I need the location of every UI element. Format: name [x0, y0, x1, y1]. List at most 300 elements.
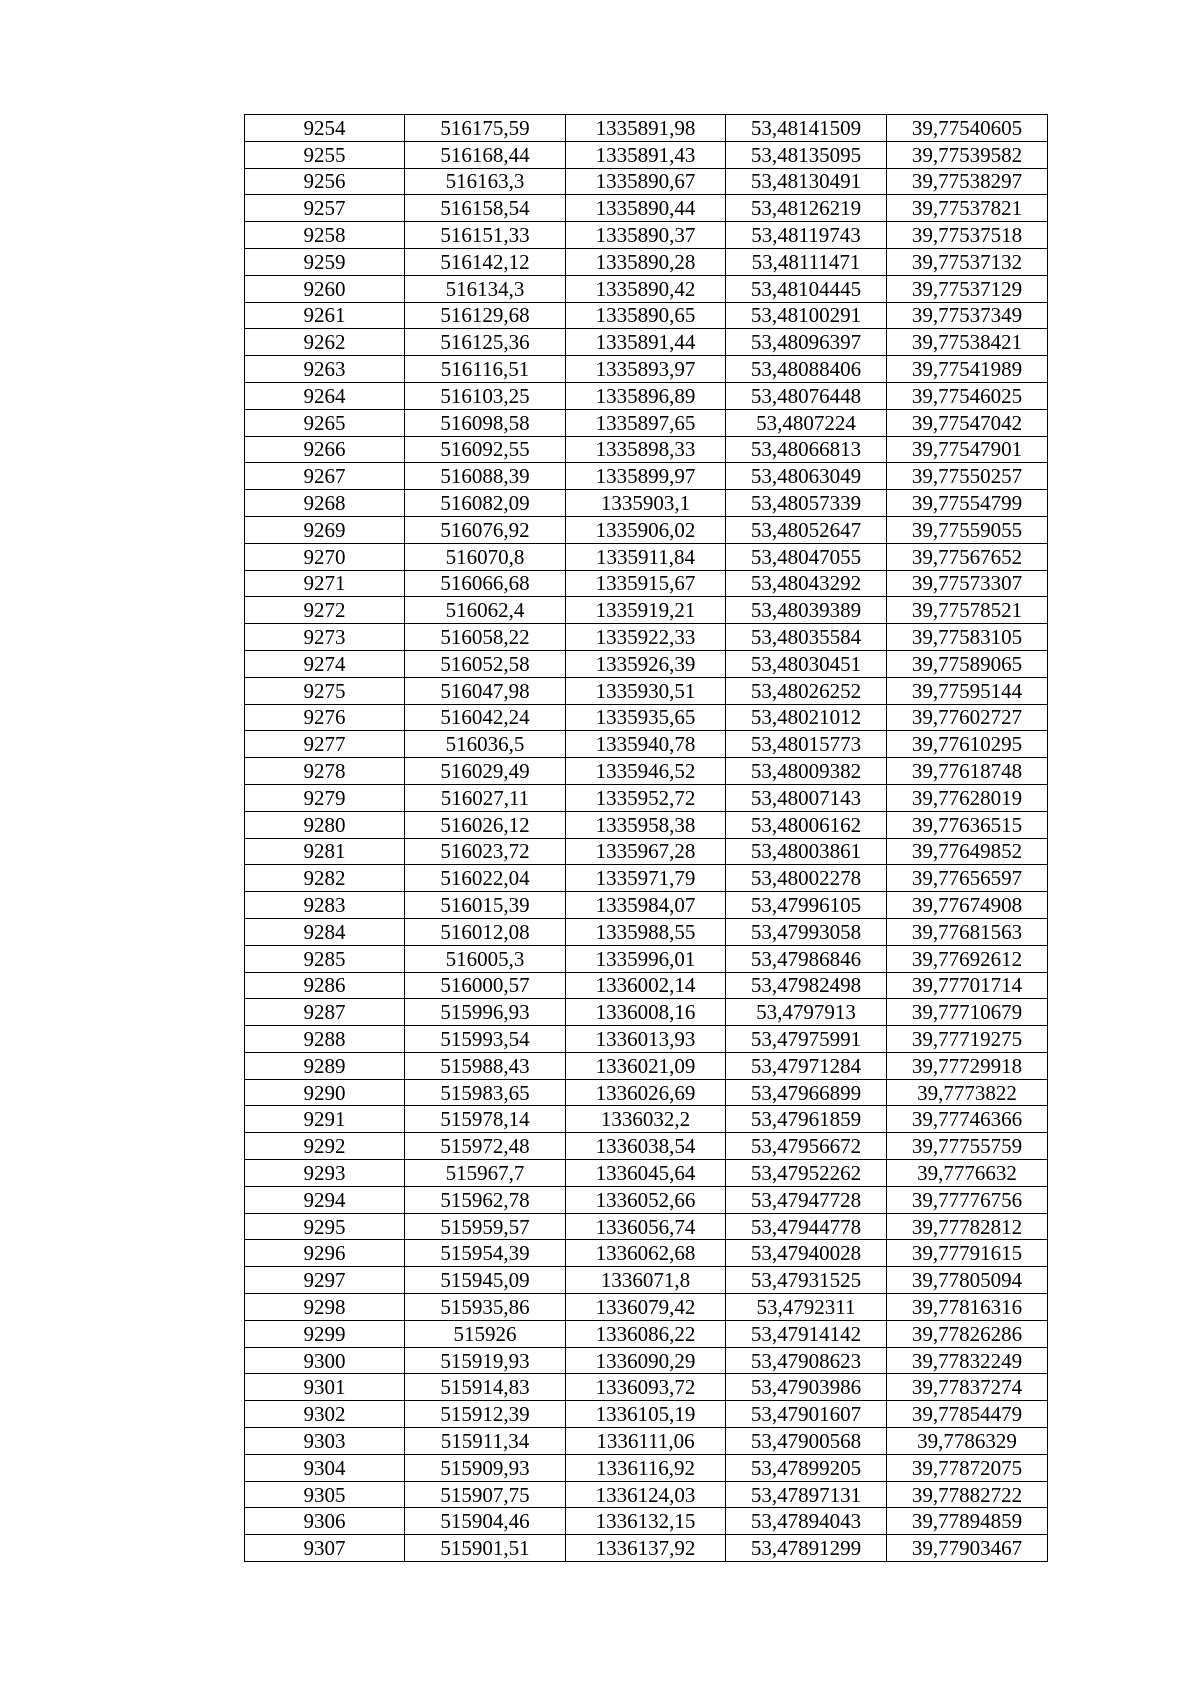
point-number-cell: 9270 [245, 543, 405, 570]
y-coordinate-cell: 1336071,8 [566, 1267, 726, 1294]
point-number-cell: 9287 [245, 999, 405, 1026]
point-number-cell: 9300 [245, 1347, 405, 1374]
table-row [245, 838, 1048, 865]
latitude-cell: 53,47956672 [726, 1133, 887, 1160]
latitude-cell: 53,4807224 [726, 409, 887, 436]
y-coordinate-cell: 1335898,33 [566, 436, 726, 463]
table-row [245, 409, 1048, 436]
latitude-cell: 53,47900568 [726, 1428, 887, 1455]
x-coordinate-cell: 516175,59 [405, 115, 566, 142]
latitude-cell: 53,48126219 [726, 195, 887, 222]
point-number-cell: 9299 [245, 1320, 405, 1347]
longitude-cell: 39,7786329 [887, 1428, 1048, 1455]
y-coordinate-cell: 1335911,84 [566, 543, 726, 570]
point-number-cell: 9291 [245, 1106, 405, 1133]
y-coordinate-cell: 1335930,51 [566, 677, 726, 704]
x-coordinate-cell: 516134,3 [405, 275, 566, 302]
latitude-cell: 53,47894043 [726, 1508, 887, 1535]
y-coordinate-cell: 1335935,65 [566, 704, 726, 731]
latitude-cell: 53,48043292 [726, 570, 887, 597]
latitude-cell: 53,47971284 [726, 1052, 887, 1079]
longitude-cell: 39,77537518 [887, 222, 1048, 249]
point-number-cell: 9294 [245, 1186, 405, 1213]
x-coordinate-cell: 516125,36 [405, 329, 566, 356]
point-number-cell: 9279 [245, 784, 405, 811]
latitude-cell: 53,47891299 [726, 1535, 887, 1562]
point-number-cell: 9295 [245, 1213, 405, 1240]
y-coordinate-cell: 1336026,69 [566, 1079, 726, 1106]
table-row [245, 115, 1048, 142]
point-number-cell: 9265 [245, 409, 405, 436]
longitude-cell: 39,77710679 [887, 999, 1048, 1026]
y-coordinate-cell: 1336056,74 [566, 1213, 726, 1240]
longitude-cell: 39,77816316 [887, 1294, 1048, 1321]
x-coordinate-cell: 515909,93 [405, 1454, 566, 1481]
longitude-cell: 39,77656597 [887, 865, 1048, 892]
point-number-cell: 9275 [245, 677, 405, 704]
y-coordinate-cell: 1335915,67 [566, 570, 726, 597]
y-coordinate-cell: 1335896,89 [566, 382, 726, 409]
table-row [245, 436, 1048, 463]
table-row [245, 141, 1048, 168]
latitude-cell: 53,4797913 [726, 999, 887, 1026]
table-row [245, 677, 1048, 704]
latitude-cell: 53,47986846 [726, 945, 887, 972]
x-coordinate-cell: 515972,48 [405, 1133, 566, 1160]
longitude-cell: 39,77692612 [887, 945, 1048, 972]
latitude-cell: 53,48035584 [726, 624, 887, 651]
table-row [245, 1186, 1048, 1213]
longitude-cell: 39,77537132 [887, 248, 1048, 275]
table-row [245, 650, 1048, 677]
point-number-cell: 9269 [245, 516, 405, 543]
table-row [245, 302, 1048, 329]
x-coordinate-cell: 516015,39 [405, 892, 566, 919]
longitude-cell: 39,77602727 [887, 704, 1048, 731]
table-row [245, 704, 1048, 731]
point-number-cell: 9296 [245, 1240, 405, 1267]
x-coordinate-cell: 515911,34 [405, 1428, 566, 1455]
table-row [245, 275, 1048, 302]
latitude-cell: 53,48052647 [726, 516, 887, 543]
y-coordinate-cell: 1336052,66 [566, 1186, 726, 1213]
table-row [245, 490, 1048, 517]
point-number-cell: 9256 [245, 168, 405, 195]
latitude-cell: 53,48006162 [726, 811, 887, 838]
longitude-cell: 39,77538297 [887, 168, 1048, 195]
x-coordinate-cell: 516066,68 [405, 570, 566, 597]
point-number-cell: 9263 [245, 356, 405, 383]
point-number-cell: 9290 [245, 1079, 405, 1106]
x-coordinate-cell: 515935,86 [405, 1294, 566, 1321]
point-number-cell: 9297 [245, 1267, 405, 1294]
latitude-cell: 53,48047055 [726, 543, 887, 570]
longitude-cell: 39,77681563 [887, 918, 1048, 945]
table-row [245, 1320, 1048, 1347]
x-coordinate-cell: 515926 [405, 1320, 566, 1347]
longitude-cell: 39,77872075 [887, 1454, 1048, 1481]
table-row [245, 1240, 1048, 1267]
point-number-cell: 9258 [245, 222, 405, 249]
x-coordinate-cell: 516058,22 [405, 624, 566, 651]
longitude-cell: 39,77537349 [887, 302, 1048, 329]
point-number-cell: 9272 [245, 597, 405, 624]
y-coordinate-cell: 1335890,37 [566, 222, 726, 249]
table-row [245, 1401, 1048, 1428]
table-row [245, 543, 1048, 570]
longitude-cell: 39,77805094 [887, 1267, 1048, 1294]
x-coordinate-cell: 515901,51 [405, 1535, 566, 1562]
point-number-cell: 9282 [245, 865, 405, 892]
x-coordinate-cell: 515954,39 [405, 1240, 566, 1267]
point-number-cell: 9277 [245, 731, 405, 758]
longitude-cell: 39,77540605 [887, 115, 1048, 142]
latitude-cell: 53,47901607 [726, 1401, 887, 1428]
point-number-cell: 9259 [245, 248, 405, 275]
longitude-cell: 39,77547042 [887, 409, 1048, 436]
longitude-cell: 39,77578521 [887, 597, 1048, 624]
point-number-cell: 9289 [245, 1052, 405, 1079]
longitude-cell: 39,77550257 [887, 463, 1048, 490]
longitude-cell: 39,77537129 [887, 275, 1048, 302]
table-row [245, 1079, 1048, 1106]
point-number-cell: 9283 [245, 892, 405, 919]
x-coordinate-cell: 515959,57 [405, 1213, 566, 1240]
longitude-cell: 39,7773822 [887, 1079, 1048, 1106]
table-row [245, 516, 1048, 543]
y-coordinate-cell: 1335891,44 [566, 329, 726, 356]
longitude-cell: 39,77547901 [887, 436, 1048, 463]
y-coordinate-cell: 1335988,55 [566, 918, 726, 945]
latitude-cell: 53,47897131 [726, 1481, 887, 1508]
longitude-cell: 39,77538421 [887, 329, 1048, 356]
y-coordinate-cell: 1336021,09 [566, 1052, 726, 1079]
latitude-cell: 53,48009382 [726, 758, 887, 785]
longitude-cell: 39,77573307 [887, 570, 1048, 597]
longitude-cell: 39,77854479 [887, 1401, 1048, 1428]
longitude-cell: 39,77791615 [887, 1240, 1048, 1267]
table-row [245, 1133, 1048, 1160]
latitude-cell: 53,48066813 [726, 436, 887, 463]
point-number-cell: 9298 [245, 1294, 405, 1321]
point-number-cell: 9292 [245, 1133, 405, 1160]
latitude-cell: 53,4792311 [726, 1294, 887, 1321]
point-number-cell: 9286 [245, 972, 405, 999]
longitude-cell: 39,77776756 [887, 1186, 1048, 1213]
y-coordinate-cell: 1336013,93 [566, 1026, 726, 1053]
point-number-cell: 9306 [245, 1508, 405, 1535]
longitude-cell: 39,7776632 [887, 1160, 1048, 1187]
x-coordinate-cell: 516158,54 [405, 195, 566, 222]
point-number-cell: 9257 [245, 195, 405, 222]
table-row [245, 1428, 1048, 1455]
x-coordinate-cell: 516088,39 [405, 463, 566, 490]
y-coordinate-cell: 1335926,39 [566, 650, 726, 677]
x-coordinate-cell: 516163,3 [405, 168, 566, 195]
point-number-cell: 9255 [245, 141, 405, 168]
latitude-cell: 53,47982498 [726, 972, 887, 999]
y-coordinate-cell: 1335906,02 [566, 516, 726, 543]
table-row [245, 1213, 1048, 1240]
y-coordinate-cell: 1336032,2 [566, 1106, 726, 1133]
table-row [245, 784, 1048, 811]
longitude-cell: 39,77719275 [887, 1026, 1048, 1053]
table-row [245, 1347, 1048, 1374]
latitude-cell: 53,48026252 [726, 677, 887, 704]
x-coordinate-cell: 515962,78 [405, 1186, 566, 1213]
latitude-cell: 53,47993058 [726, 918, 887, 945]
point-number-cell: 9254 [245, 115, 405, 142]
latitude-cell: 53,48088406 [726, 356, 887, 383]
table-row [245, 1106, 1048, 1133]
x-coordinate-cell: 516151,33 [405, 222, 566, 249]
longitude-cell: 39,77746366 [887, 1106, 1048, 1133]
table-row [245, 1535, 1048, 1562]
table-row [245, 1026, 1048, 1053]
longitude-cell: 39,77583105 [887, 624, 1048, 651]
x-coordinate-cell: 516042,24 [405, 704, 566, 731]
latitude-cell: 53,48021012 [726, 704, 887, 731]
point-number-cell: 9260 [245, 275, 405, 302]
coordinates-table [244, 114, 1048, 1562]
x-coordinate-cell: 515967,7 [405, 1160, 566, 1187]
latitude-cell: 53,48003861 [726, 838, 887, 865]
table-row [245, 1481, 1048, 1508]
point-number-cell: 9264 [245, 382, 405, 409]
latitude-cell: 53,48135095 [726, 141, 887, 168]
latitude-cell: 53,47947728 [726, 1186, 887, 1213]
latitude-cell: 53,47944778 [726, 1213, 887, 1240]
x-coordinate-cell: 516027,11 [405, 784, 566, 811]
x-coordinate-cell: 516023,72 [405, 838, 566, 865]
x-coordinate-cell: 516005,3 [405, 945, 566, 972]
longitude-cell: 39,77541989 [887, 356, 1048, 383]
latitude-cell: 53,47903986 [726, 1374, 887, 1401]
point-number-cell: 9262 [245, 329, 405, 356]
coordinates-table-body [245, 115, 1048, 1562]
y-coordinate-cell: 1335984,07 [566, 892, 726, 919]
x-coordinate-cell: 516052,58 [405, 650, 566, 677]
y-coordinate-cell: 1336079,42 [566, 1294, 726, 1321]
longitude-cell: 39,77559055 [887, 516, 1048, 543]
y-coordinate-cell: 1336045,64 [566, 1160, 726, 1187]
longitude-cell: 39,77610295 [887, 731, 1048, 758]
y-coordinate-cell: 1335940,78 [566, 731, 726, 758]
table-row [245, 570, 1048, 597]
x-coordinate-cell: 515988,43 [405, 1052, 566, 1079]
latitude-cell: 53,47975991 [726, 1026, 887, 1053]
y-coordinate-cell: 1336086,22 [566, 1320, 726, 1347]
latitude-cell: 53,48015773 [726, 731, 887, 758]
x-coordinate-cell: 516142,12 [405, 248, 566, 275]
table-row [245, 329, 1048, 356]
x-coordinate-cell: 516036,5 [405, 731, 566, 758]
x-coordinate-cell: 515996,93 [405, 999, 566, 1026]
point-number-cell: 9302 [245, 1401, 405, 1428]
y-coordinate-cell: 1336008,16 [566, 999, 726, 1026]
latitude-cell: 53,47914142 [726, 1320, 887, 1347]
table-row [245, 597, 1048, 624]
x-coordinate-cell: 515912,39 [405, 1401, 566, 1428]
point-number-cell: 9276 [245, 704, 405, 731]
table-row [245, 1294, 1048, 1321]
point-number-cell: 9266 [245, 436, 405, 463]
latitude-cell: 53,48096397 [726, 329, 887, 356]
y-coordinate-cell: 1336038,54 [566, 1133, 726, 1160]
y-coordinate-cell: 1336090,29 [566, 1347, 726, 1374]
x-coordinate-cell: 516029,49 [405, 758, 566, 785]
longitude-cell: 39,77755759 [887, 1133, 1048, 1160]
y-coordinate-cell: 1336132,15 [566, 1508, 726, 1535]
longitude-cell: 39,77636515 [887, 811, 1048, 838]
point-number-cell: 9303 [245, 1428, 405, 1455]
x-coordinate-cell: 516168,44 [405, 141, 566, 168]
table-row [245, 918, 1048, 945]
x-coordinate-cell: 516062,4 [405, 597, 566, 624]
point-number-cell: 9267 [245, 463, 405, 490]
point-number-cell: 9281 [245, 838, 405, 865]
latitude-cell: 53,47940028 [726, 1240, 887, 1267]
point-number-cell: 9261 [245, 302, 405, 329]
longitude-cell: 39,77674908 [887, 892, 1048, 919]
point-number-cell: 9284 [245, 918, 405, 945]
table-row [245, 865, 1048, 892]
x-coordinate-cell: 516098,58 [405, 409, 566, 436]
point-number-cell: 9304 [245, 1454, 405, 1481]
y-coordinate-cell: 1336124,03 [566, 1481, 726, 1508]
y-coordinate-cell: 1336105,19 [566, 1401, 726, 1428]
latitude-cell: 53,47961859 [726, 1106, 887, 1133]
y-coordinate-cell: 1335952,72 [566, 784, 726, 811]
y-coordinate-cell: 1335946,52 [566, 758, 726, 785]
latitude-cell: 53,48030451 [726, 650, 887, 677]
x-coordinate-cell: 516103,25 [405, 382, 566, 409]
latitude-cell: 53,48076448 [726, 382, 887, 409]
y-coordinate-cell: 1335890,67 [566, 168, 726, 195]
longitude-cell: 39,77539582 [887, 141, 1048, 168]
table-row [245, 972, 1048, 999]
table-row [245, 1052, 1048, 1079]
y-coordinate-cell: 1336002,14 [566, 972, 726, 999]
longitude-cell: 39,77595144 [887, 677, 1048, 704]
y-coordinate-cell: 1335890,65 [566, 302, 726, 329]
y-coordinate-cell: 1336137,92 [566, 1535, 726, 1562]
table-row [245, 463, 1048, 490]
point-number-cell: 9271 [245, 570, 405, 597]
y-coordinate-cell: 1335996,01 [566, 945, 726, 972]
table-row [245, 731, 1048, 758]
y-coordinate-cell: 1335891,43 [566, 141, 726, 168]
point-number-cell: 9301 [245, 1374, 405, 1401]
point-number-cell: 9268 [245, 490, 405, 517]
latitude-cell: 53,47966899 [726, 1079, 887, 1106]
x-coordinate-cell: 515914,83 [405, 1374, 566, 1401]
y-coordinate-cell: 1335958,38 [566, 811, 726, 838]
table-row [245, 758, 1048, 785]
y-coordinate-cell: 1336111,06 [566, 1428, 726, 1455]
latitude-cell: 53,48063049 [726, 463, 887, 490]
table-row [245, 811, 1048, 838]
point-number-cell: 9273 [245, 624, 405, 651]
x-coordinate-cell: 516116,51 [405, 356, 566, 383]
longitude-cell: 39,77546025 [887, 382, 1048, 409]
y-coordinate-cell: 1335967,28 [566, 838, 726, 865]
table-row [245, 1374, 1048, 1401]
point-number-cell: 9278 [245, 758, 405, 785]
longitude-cell: 39,77567652 [887, 543, 1048, 570]
longitude-cell: 39,77701714 [887, 972, 1048, 999]
y-coordinate-cell: 1335922,33 [566, 624, 726, 651]
longitude-cell: 39,77832249 [887, 1347, 1048, 1374]
latitude-cell: 53,48130491 [726, 168, 887, 195]
latitude-cell: 53,47899205 [726, 1454, 887, 1481]
longitude-cell: 39,77882722 [887, 1481, 1048, 1508]
latitude-cell: 53,47996105 [726, 892, 887, 919]
x-coordinate-cell: 515919,93 [405, 1347, 566, 1374]
y-coordinate-cell: 1335890,28 [566, 248, 726, 275]
latitude-cell: 53,47931525 [726, 1267, 887, 1294]
point-number-cell: 9305 [245, 1481, 405, 1508]
x-coordinate-cell: 516012,08 [405, 918, 566, 945]
x-coordinate-cell: 516026,12 [405, 811, 566, 838]
x-coordinate-cell: 516092,55 [405, 436, 566, 463]
table-row [245, 1160, 1048, 1187]
longitude-cell: 39,77903467 [887, 1535, 1048, 1562]
table-row [245, 624, 1048, 651]
point-number-cell: 9280 [245, 811, 405, 838]
table-row [245, 195, 1048, 222]
longitude-cell: 39,77729918 [887, 1052, 1048, 1079]
point-number-cell: 9307 [245, 1535, 405, 1562]
longitude-cell: 39,77554799 [887, 490, 1048, 517]
latitude-cell: 53,48104445 [726, 275, 887, 302]
x-coordinate-cell: 515907,75 [405, 1481, 566, 1508]
y-coordinate-cell: 1335899,97 [566, 463, 726, 490]
longitude-cell: 39,77782812 [887, 1213, 1048, 1240]
latitude-cell: 53,48141509 [726, 115, 887, 142]
y-coordinate-cell: 1335919,21 [566, 597, 726, 624]
table-row [245, 1508, 1048, 1535]
x-coordinate-cell: 515993,54 [405, 1026, 566, 1053]
latitude-cell: 53,48119743 [726, 222, 887, 249]
x-coordinate-cell: 516047,98 [405, 677, 566, 704]
y-coordinate-cell: 1335971,79 [566, 865, 726, 892]
table-row [245, 892, 1048, 919]
x-coordinate-cell: 516076,92 [405, 516, 566, 543]
latitude-cell: 53,48002278 [726, 865, 887, 892]
point-number-cell: 9285 [245, 945, 405, 972]
table-row [245, 356, 1048, 383]
y-coordinate-cell: 1335890,44 [566, 195, 726, 222]
y-coordinate-cell: 1336062,68 [566, 1240, 726, 1267]
latitude-cell: 53,48039389 [726, 597, 887, 624]
y-coordinate-cell: 1335893,97 [566, 356, 726, 383]
point-number-cell: 9293 [245, 1160, 405, 1187]
table-row [245, 222, 1048, 249]
latitude-cell: 53,47908623 [726, 1347, 887, 1374]
latitude-cell: 53,47952262 [726, 1160, 887, 1187]
table-row [245, 248, 1048, 275]
x-coordinate-cell: 516022,04 [405, 865, 566, 892]
longitude-cell: 39,77589065 [887, 650, 1048, 677]
latitude-cell: 53,48057339 [726, 490, 887, 517]
x-coordinate-cell: 515983,65 [405, 1079, 566, 1106]
x-coordinate-cell: 515978,14 [405, 1106, 566, 1133]
x-coordinate-cell: 516129,68 [405, 302, 566, 329]
point-number-cell: 9274 [245, 650, 405, 677]
longitude-cell: 39,77826286 [887, 1320, 1048, 1347]
x-coordinate-cell: 516000,57 [405, 972, 566, 999]
